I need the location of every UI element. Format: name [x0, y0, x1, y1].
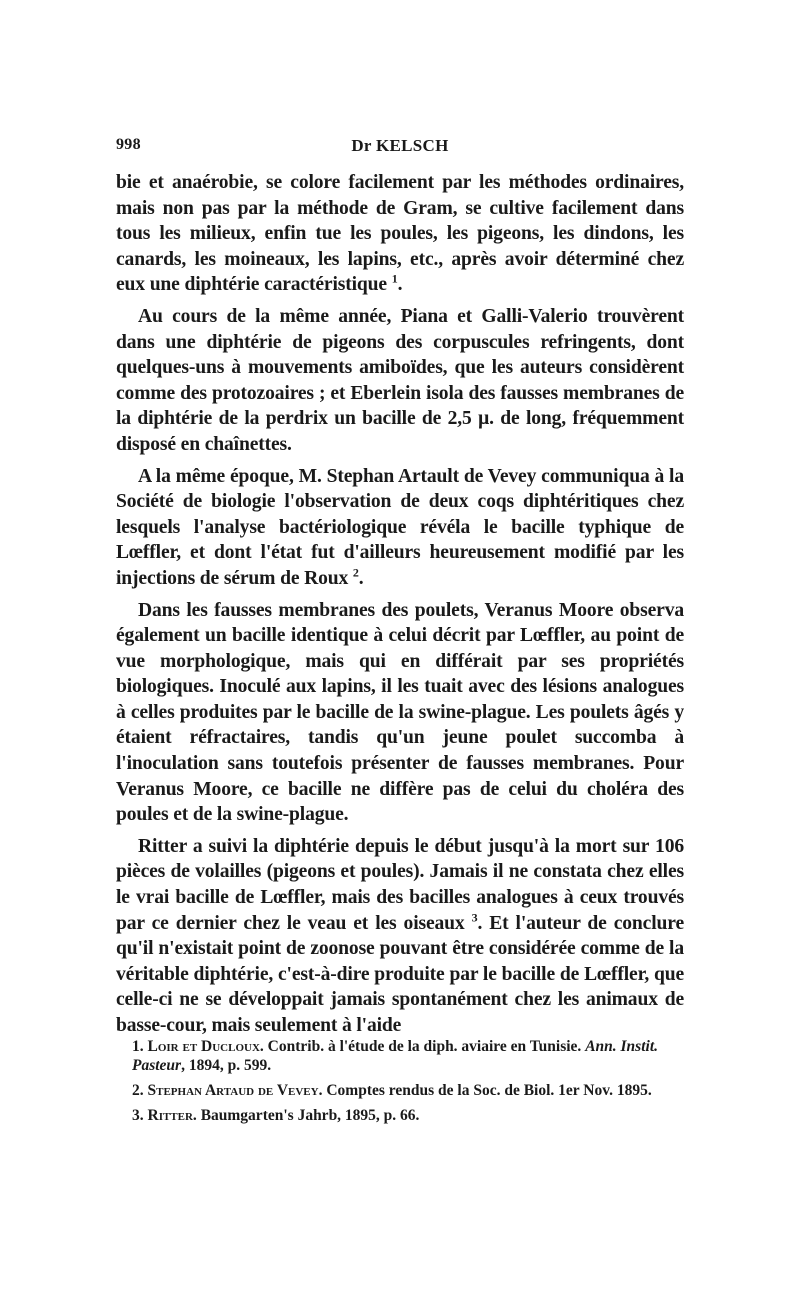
paragraph-tail: .	[358, 567, 364, 589]
footnote-2	[132, 1081, 700, 1100]
footnote-number: 2.	[132, 1082, 144, 1099]
footnote-3	[132, 1106, 700, 1125]
footnote-author: Stephan Artaud de Vevey.	[147, 1082, 323, 1099]
page-header	[116, 130, 684, 156]
footnote-reference[interactable]: 2	[352, 565, 359, 580]
paragraph-text: Ritter a suivi la diphtérie depuis le début jusqu'à la mort sur 106 pièces de volailles (pigeons et poules). Jamais il ne constata chez elles le vrai bacille de Lœffler, mais des bacilles analogues à ceux trouvés par ce dernier chez le veau et les oiseaux	[116, 835, 684, 934]
footnote-number: 1.	[132, 1038, 144, 1055]
footnote-number: 3.	[132, 1107, 144, 1124]
paragraph-2	[116, 304, 684, 458]
footnote-author: Loir et Ducloux.	[147, 1038, 264, 1055]
paragraph-text: Dans les fausses membranes des poulets, Veranus Moore observa également un bacille identique à celui décrit par Lœffler, au point de vue morphologique, mais qui en différait par ses propriétés biologiques. Inoculé aux lapins, il les tuait avec des lésions analogues à celles produites par le bacille de la swine-plague. Les poulets âgés y étaient réfractaires, tandis qu'un jeune poulet succomba à l'inoculation sans toutefois présenter de fausses membranes. Pour Veranus Moore, ce bacille ne diffère pas de celui du choléra des poules et de la swine-plague.	[116, 599, 684, 826]
footnote-text: Comptes rendus de la Soc. de Biol. 1er Nov. 1895.	[322, 1082, 652, 1099]
footnote-reference[interactable]: 3	[471, 910, 478, 925]
footnote-1	[132, 1037, 700, 1075]
paragraph-text: bie et anaérobie, se colore facilement par les méthodes ordinaires, mais non pas par la méthode de Gram, se cultive facilement dans tous les milieux, enfin tue les poules, les pigeons, les dindons, les canards, les moineaux, les lapins, etc., après avoir déterminé chez eux une diphtérie caractéristique	[116, 172, 684, 296]
paragraph-text: A la même époque, M. Stephan Artault de Vevey communiqua à la Société de biologie l'observation de deux coqs diphtéritiques chez lesquels l'analyse bactériologique révéla le bacille typhique de Lœffler, et dont l'état fut d'ailleurs heureusement modifié par les injections de sérum de Roux	[116, 465, 684, 589]
paragraph-1	[116, 170, 684, 298]
footnote-reference[interactable]: 1	[391, 271, 398, 286]
footnotes	[132, 1037, 700, 1131]
page-number: 998	[116, 136, 141, 153]
paragraph-text: Au cours de la même année, Piana et Galli-Valerio trouvèrent dans une diphtérie de pigeons des corpuscules refringents, dont quelques-uns à mouvements amiboïdes, que les auteurs considèrent comme des protozoaires ; et Eberlein isola des fausses membranes de la diphtérie de la perdrix un bacille de 2,5 μ. de long, fréquemment disposé en chaînettes.	[116, 305, 684, 455]
paragraph-4	[116, 598, 684, 828]
footnote-author: Ritter.	[147, 1107, 197, 1124]
running-title: Dr KELSCH	[351, 136, 449, 155]
document-page	[116, 130, 684, 1045]
paragraph-tail: . Et l'auteur de conclure qu'il n'existait point de zoonose pouvant être considérée comme de la véritable diphtérie, c'est-à-dire produite par le bacille de Lœffler, que celle-ci ne se développait jamais spontanément chez les animaux de basse-cour, mais seulement à l'aide	[116, 912, 684, 1036]
footnote-tail: , 1894, p. 599.	[181, 1057, 272, 1074]
footnote-text: Baumgarten's Jahrb, 1895, p. 66.	[196, 1107, 420, 1124]
paragraph-tail: .	[397, 274, 403, 296]
footnote-journal: Ann. Instit. Pasteur	[132, 1038, 658, 1074]
footnote-text: Contrib. à l'étude de la diph. aviaire en Tunisie.	[263, 1038, 586, 1055]
paragraph-3	[116, 464, 684, 592]
body-text	[116, 170, 684, 1039]
paragraph-5	[116, 834, 684, 1039]
